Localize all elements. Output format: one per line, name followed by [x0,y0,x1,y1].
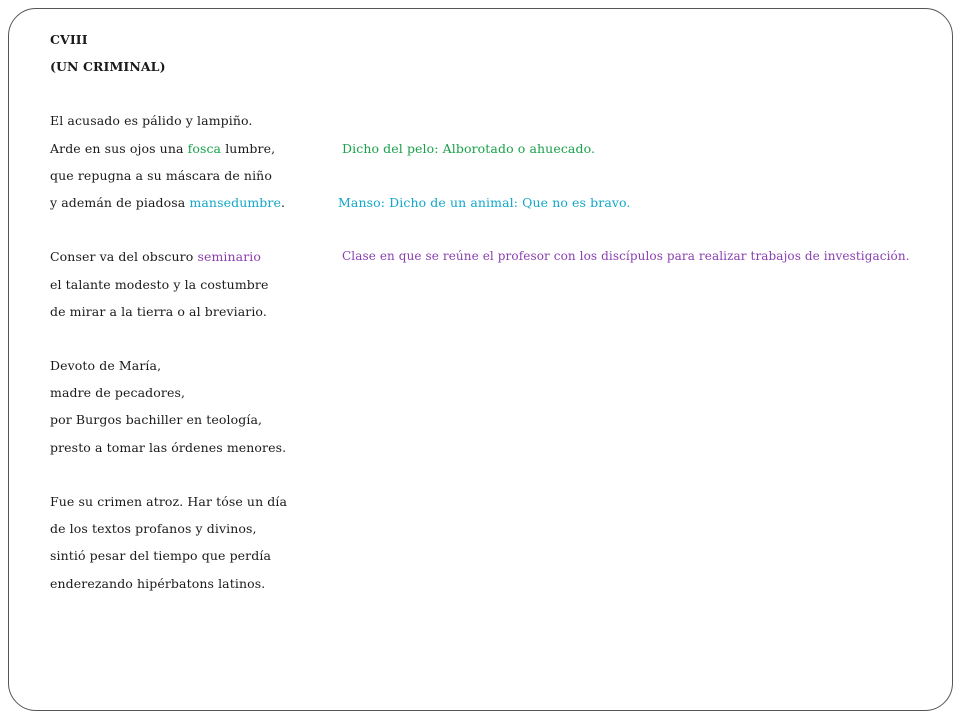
poem-line: de los textos profanos y divinos, [50,521,257,536]
line-text: lumbre, [221,141,276,156]
poem-line: el talante modesto y la costumbre [50,277,269,292]
gloss-seminario: Clase en que se reúne el profesor con los discípulos para realizar trabajos de investigación. [342,249,910,263]
line-text: Conser va del obscuro [50,249,198,264]
highlighted-word-mansedumbre: mansedumbre [189,195,281,210]
poem-line: Devoto de María, [50,358,162,373]
poem-line: enderezando hipérbatons latinos. [50,576,266,591]
highlighted-word-fosca: fosca [187,141,222,156]
line-text: y ademán de piadosa [50,195,190,210]
poem-title: (UN CRIMINAL) [50,59,166,74]
gloss-fosca: Dicho del pelo: Alborotado o ahuecado. [342,141,596,156]
poem-line [50,195,285,210]
highlighted-word-seminario: seminario [197,249,262,264]
poem-line: de mirar a la tierra o al breviario. [50,304,267,319]
poem-line [50,141,275,156]
gloss-mansedumbre: Manso: Dicho de un animal: Que no es bravo. [338,195,631,210]
line-text: . [280,195,286,210]
poem-line: madre de pecadores, [50,385,186,400]
poem-number: CVIII [50,32,88,47]
poem-line: presto a tomar las órdenes menores. [50,440,287,455]
poem-line: Fue su crimen atroz. Har tóse un día [50,494,288,509]
line-text: Arde en sus ojos una [50,141,188,156]
poem-line: que repugna a su máscara de niño [50,168,272,183]
poem-line: por Burgos bachiller en teología, [50,412,263,427]
poem-line: El acusado es pálido y lampiño. [50,113,253,128]
poem-line: sintió pesar del tiempo que perdía [50,548,271,563]
poem-line [50,249,261,264]
